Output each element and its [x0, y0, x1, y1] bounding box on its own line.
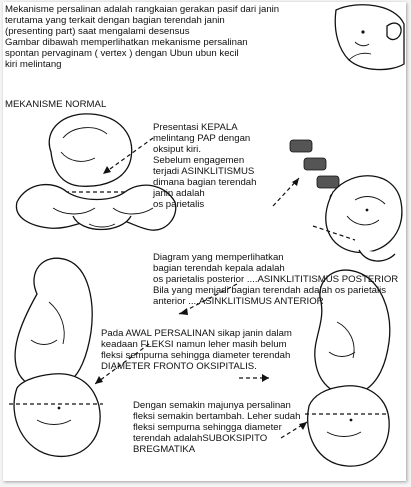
intro-line: spontan pervaginam ( vertex ) dengan Ubun ubun kecil: [5, 48, 239, 59]
caption-line: Diagram yang memperlihatkan: [153, 252, 284, 263]
spine-head-illustration: [290, 140, 402, 261]
caption-line: bagian terendah kepala adalah: [153, 263, 285, 274]
caption-line: os parietalis: [153, 199, 205, 210]
caption-line: oksiput kiri.: [153, 144, 201, 155]
intro-line: Gambar dibawah memperlihatkan mekanisme persalinan: [5, 37, 248, 48]
caption-line: keadaan FLEKSI namun leher masih belum: [101, 339, 287, 350]
caption-line: janin adalah: [153, 188, 205, 199]
caption-line: Bila yang menjadi bagian terendah adalah os parietalis: [153, 285, 387, 296]
caption-line: anterior ....ASINKLITISMUS ANTERIOR: [153, 296, 324, 307]
caption-line: Sebelum engagemen: [153, 155, 245, 166]
caption-line: dimana bagian terendah: [153, 177, 257, 188]
caption-line: DIAMETER FRONTO OKSIPITALIS.: [101, 361, 257, 372]
intro-line: kiri melintang: [5, 59, 62, 70]
pelvis-head-illustration: [16, 114, 175, 230]
caption-line: fleksi sempurna sehingga diameter: [133, 422, 282, 433]
caption-line: Pada AWAL PERSALINAN sikap janin dalam: [101, 328, 292, 339]
caption-line: terendah adalahSUBOKSIPITO: [133, 433, 268, 444]
caption-line: terjadi ASINKLITISMUS: [153, 166, 255, 177]
caption-line: melintang PAP dengan: [153, 133, 251, 144]
intro-line: Mekanisme persalinan adalah rangkaian gerakan pasif dari janin: [5, 4, 280, 15]
section-title: MEKANISME NORMAL: [5, 99, 107, 110]
caption-line: fleksi semakin bertambah. Leher sudah: [133, 411, 301, 422]
caption-line: Dengan semakin majunya persalinan: [133, 400, 291, 411]
caption-line: Presentasi KEPALA: [153, 122, 238, 133]
intro-line: (presenting part) saat mengalami desensus: [5, 26, 190, 37]
intro-line: terutama yang terkait dengan bagian terendah janin: [5, 15, 225, 26]
fetus-early-flexion-illustration: [9, 258, 103, 456]
caption-line: os parietalis posterior ....ASINKLITITISMUS POSTERIOR: [153, 274, 399, 285]
infant-head-top-illustration: [335, 5, 404, 70]
caption-line: BREGMATIKA: [133, 444, 196, 455]
caption-line: fleksi sempurna sehingga diameter terendah: [101, 350, 291, 361]
document-page: [3, 2, 406, 481]
